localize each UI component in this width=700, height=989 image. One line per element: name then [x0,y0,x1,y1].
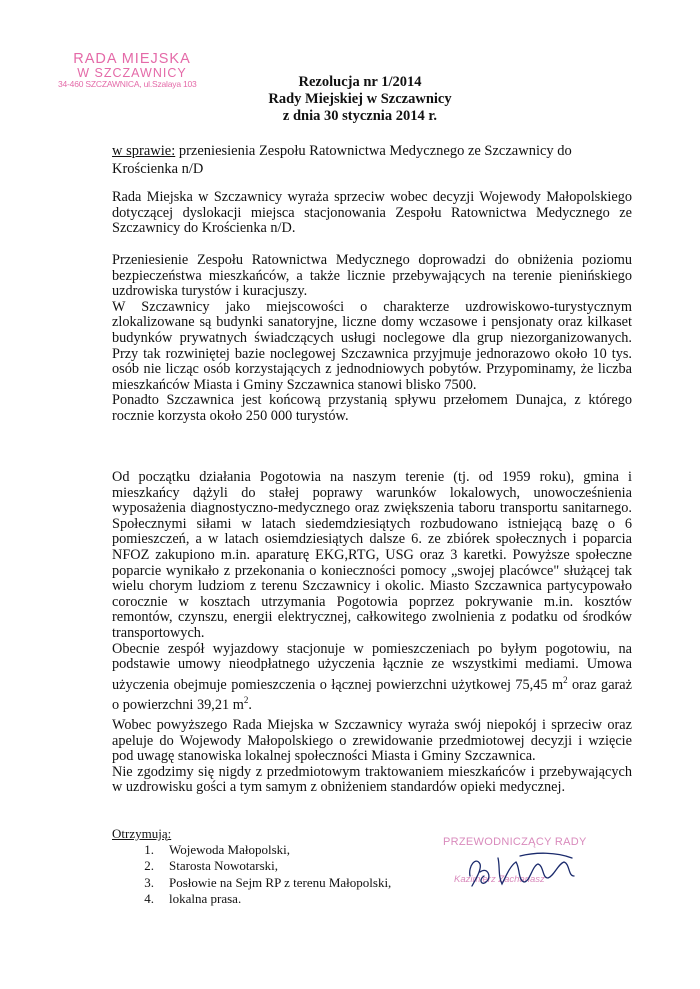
paragraph-3b-text [112,642,632,714]
stamp-line-2: W SZCZAWNICY [77,66,187,81]
list-item [112,891,412,907]
paragraph-1 [112,190,632,237]
paragraph-3b-part-3: . [248,696,252,713]
resolution-issuer: Rady Miejskiej w Szczawnicy [268,91,452,107]
resolution-number: Rezolucja nr 1/2014 [298,74,422,90]
list-item-text: Wojewoda Małopolski, [169,842,290,858]
list-item [112,875,412,891]
stamp-line-3: 34-460 SZCZAWNICA, ul.Szalaya 103 [58,79,197,90]
paragraph-4a-text: Wobec powyższego Rada Miejska w Szczawnicy wyraża swój niepokój i sprzeciw oraz apeluje do Wojewody Małopolskiego o zrewidowanie przedmiotowej decyzji i wzięcie pod uwagę stanowiska lokalnej społeczności Miasta i Gminy Szczawnica. [112,717,632,765]
list-item-number: 4. [144,890,154,906]
paragraph-2 [112,253,632,425]
chairman-stamp-title: PRZEWODNICZĄCY RADY [443,836,587,848]
recipients-header: Otrzymują: [112,826,172,841]
resolution-title [0,74,700,125]
handwritten-signature [440,836,600,896]
superscript-1: 2 [563,674,568,685]
chairman-signature-block [440,836,600,896]
chairman-stamp-name: Kazimierz Zachariasz [454,874,545,885]
subject-text: przeniesienia Zespołu Ratownictwa Medycznego ze Szczawnicy do Krościenka n/D [112,143,572,177]
paragraph-3a-text: Od początku działania Pogotowia na naszym terenie (tj. od 1959 roku), gmina i mieszkańcy dążyli do stałej poprawy warunków lokalowych, unowocześnienia wyposażenia diagnostyczno-medycznego oraz zwiększenia taboru transportu sanitarnego. Społecznymi siłami w latach siedemdziesiątych rozbudowano istniejącą bazę o 6 pomieszczeń, a w latach osiemdziesiątych dalsze 6. ze zbiórek społecznych i poparcia NFOZ zakupiono m.in. aparaturę EKG,RTG, USG oraz 3 karetki. Powyższe społeczne poparcie wynikało z przekonania o konieczności pomocy „swojej placówce" służącej tak wielu chorym ludziom z terenu Szczawnicy i okolic. Miasto Szczawnica partycypowało corocznie w kosztach utrzymania Pogotowia poprzez pokrywanie m.in. kosztów remontów, czynszu, energii elektrycznej, całkowitego zwolnienia z podatku od środków transportowych. [112,469,632,641]
paragraph-2b-text: W Szczawnicy jako miejscowości o charakterze uzdrowiskowo-turystycznym zlokalizowane są budynki sanatoryjne, liczne domy wczasowe i pensjonaty oraz kilkaset budynków prywatnych świadczących usługi noclegowe dla grup niezorganizowanych. Przy tak rozwiniętej bazie noclegowej Szczawnica przyjmuje jednorazowo około 10 tys. osób nie licząc osób korzystających z jednodniowych pobytów. Przypominamy, że liczba mieszkańców Miasta i Gminy Szczawnica stanowi blisko 7500. [112,298,632,393]
paragraph-3 [112,470,632,713]
paragraph-3b-part-1: Obecnie zespół wyjazdowy stacjonuje w pomieszczeniach po byłym pogotowiu, na podstawie umowy nieodpłatnego użyczenia łącznie ze wszystkimi mediami. Umowa użyczenia obejmuje pomieszczenia o łącznej powierzchni użytkowej 75,45 m [112,640,632,693]
list-item-number: 3. [144,874,154,890]
paragraph-1-text: Rada Miejska w Szczawnicy wyraża sprzeciw wobec decyzji Wojewody Małopolskiego dotyczącej dyslokacji miejsca stacjonowania Zespołu Ratownictwa Medycznego ze Szczawnicy do Krościenka n/D. [112,189,632,237]
paragraph-2c-text: Ponadto Szczawnica jest końcową przystanią spływu przełomem Dunajca, z którego rocznie korzysta około 250 000 turystów. [112,392,632,424]
subject-line [112,143,630,178]
paragraph-4 [112,718,632,796]
paragraph-3b-part-2: oraz garaż o powierzchni 39,21 m [112,676,632,713]
resolution-date: z dnia 30 stycznia 2014 r. [282,108,438,124]
list-item [112,842,412,858]
list-item-number: 1. [144,842,154,858]
list-item-text: Starosta Nowotarski, [169,858,279,874]
list-item-text: lokalna prasa. [169,890,242,906]
signature-stroke [470,853,574,886]
list-item-text: Posłowie na Sejm RP z terenu Małopolski, [169,874,392,890]
superscript-2: 2 [243,695,249,706]
list-item [112,858,412,874]
subject-label: w sprawie: [112,143,176,159]
stamp-line-1: RADA MIEJSKA [73,51,191,67]
recipients-list [112,826,412,907]
list-item-number: 2. [144,858,154,874]
paragraph-4b-text: Nie zgodzimy się nigdy z przedmiotowym traktowaniem mieszkańców i przebywających w uzdrowisku gości a tym samym z obniżeniem standardów opieki medycznej. [112,763,632,796]
paragraph-2a-text: Przeniesienie Zespołu Ratownictwa Medycznego doprowadzi do obniżenia poziomu bezpieczeństwa mieszkańców, a także licznie przebywających na terenie pienińskiego uzdrowiska turystów i kuracjuszy. [112,252,632,300]
